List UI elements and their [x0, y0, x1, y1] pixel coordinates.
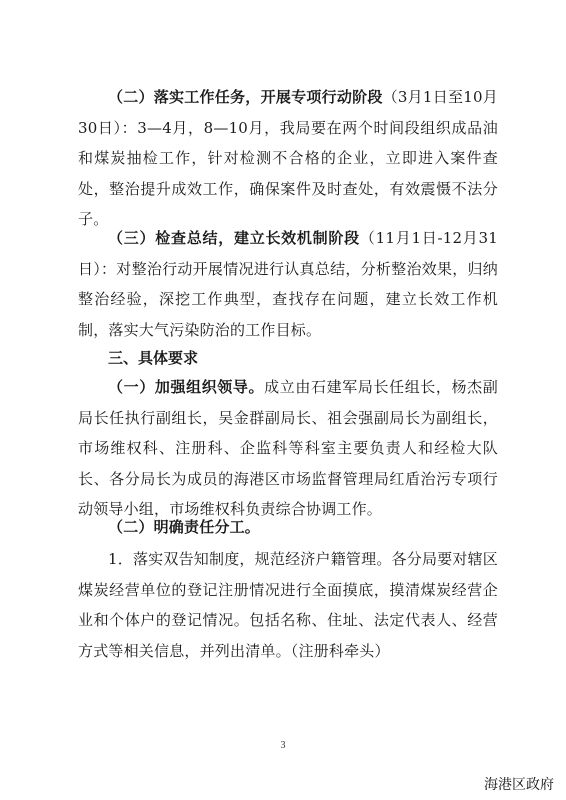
paragraph-responsibility [78, 512, 498, 543]
section-heading: 三、具体要求 [108, 349, 199, 367]
paragraph-registration [78, 544, 498, 666]
page-number: 3 [280, 740, 286, 751]
paragraph-lead: （三）检查总结，建立长效机制阶段 [108, 229, 360, 247]
source-watermark: 海港区政府 [484, 777, 554, 793]
paragraph-body: 1．落实双告知制度，规范经济户籍管理。各分局要对辖区煤炭经营单位的登记注册情况进行全面摸底，摸清煤炭经营企业和个体户的登记情况。包括名称、住址、法定代表人、经营方式等相关信息，并列出清单。（注册科牵头） [78, 550, 498, 660]
paragraph-body: （11月1日-12月31日）：对整治行动开展情况进行认真总结，分析整治效果，归纳整治经验，深挖工作典型，查找存在问题，建立长效工作机制，落实大气污染防治的工作目标。 [78, 229, 499, 339]
paragraph-lead: （一）加强组织领导。 [108, 378, 265, 396]
paragraph-body: （3月1日至10月30日）：3—4月，8—10月，我局要在两个时间段组织成品油和煤炭抽检工作，针对检测不合格的企业，立即进入案件查处，整治提升成效工作，确保案件及时查处，有效震慑不法分子。 [78, 88, 498, 228]
paragraph-stage-three [78, 223, 498, 345]
paragraph-organization [78, 372, 498, 525]
paragraph-lead: （二）落实工作任务，开展专项行动阶段 [108, 88, 383, 106]
paragraph-body: 成立由石建军局长任组长，杨杰副局长任执行副组长，吴金群副局长、祖会强副局长为副组长，市场维权科、注册科、企监科等科室主要负责人和经检大队长、各分局长为成员的海港区市场监督管理局红盾治污专项行动领导小组，市场维权科负责综合协调工作。 [78, 378, 498, 518]
paragraph-stage-two [78, 82, 498, 235]
paragraph-lead: （二）明确责任分工。 [108, 518, 261, 536]
